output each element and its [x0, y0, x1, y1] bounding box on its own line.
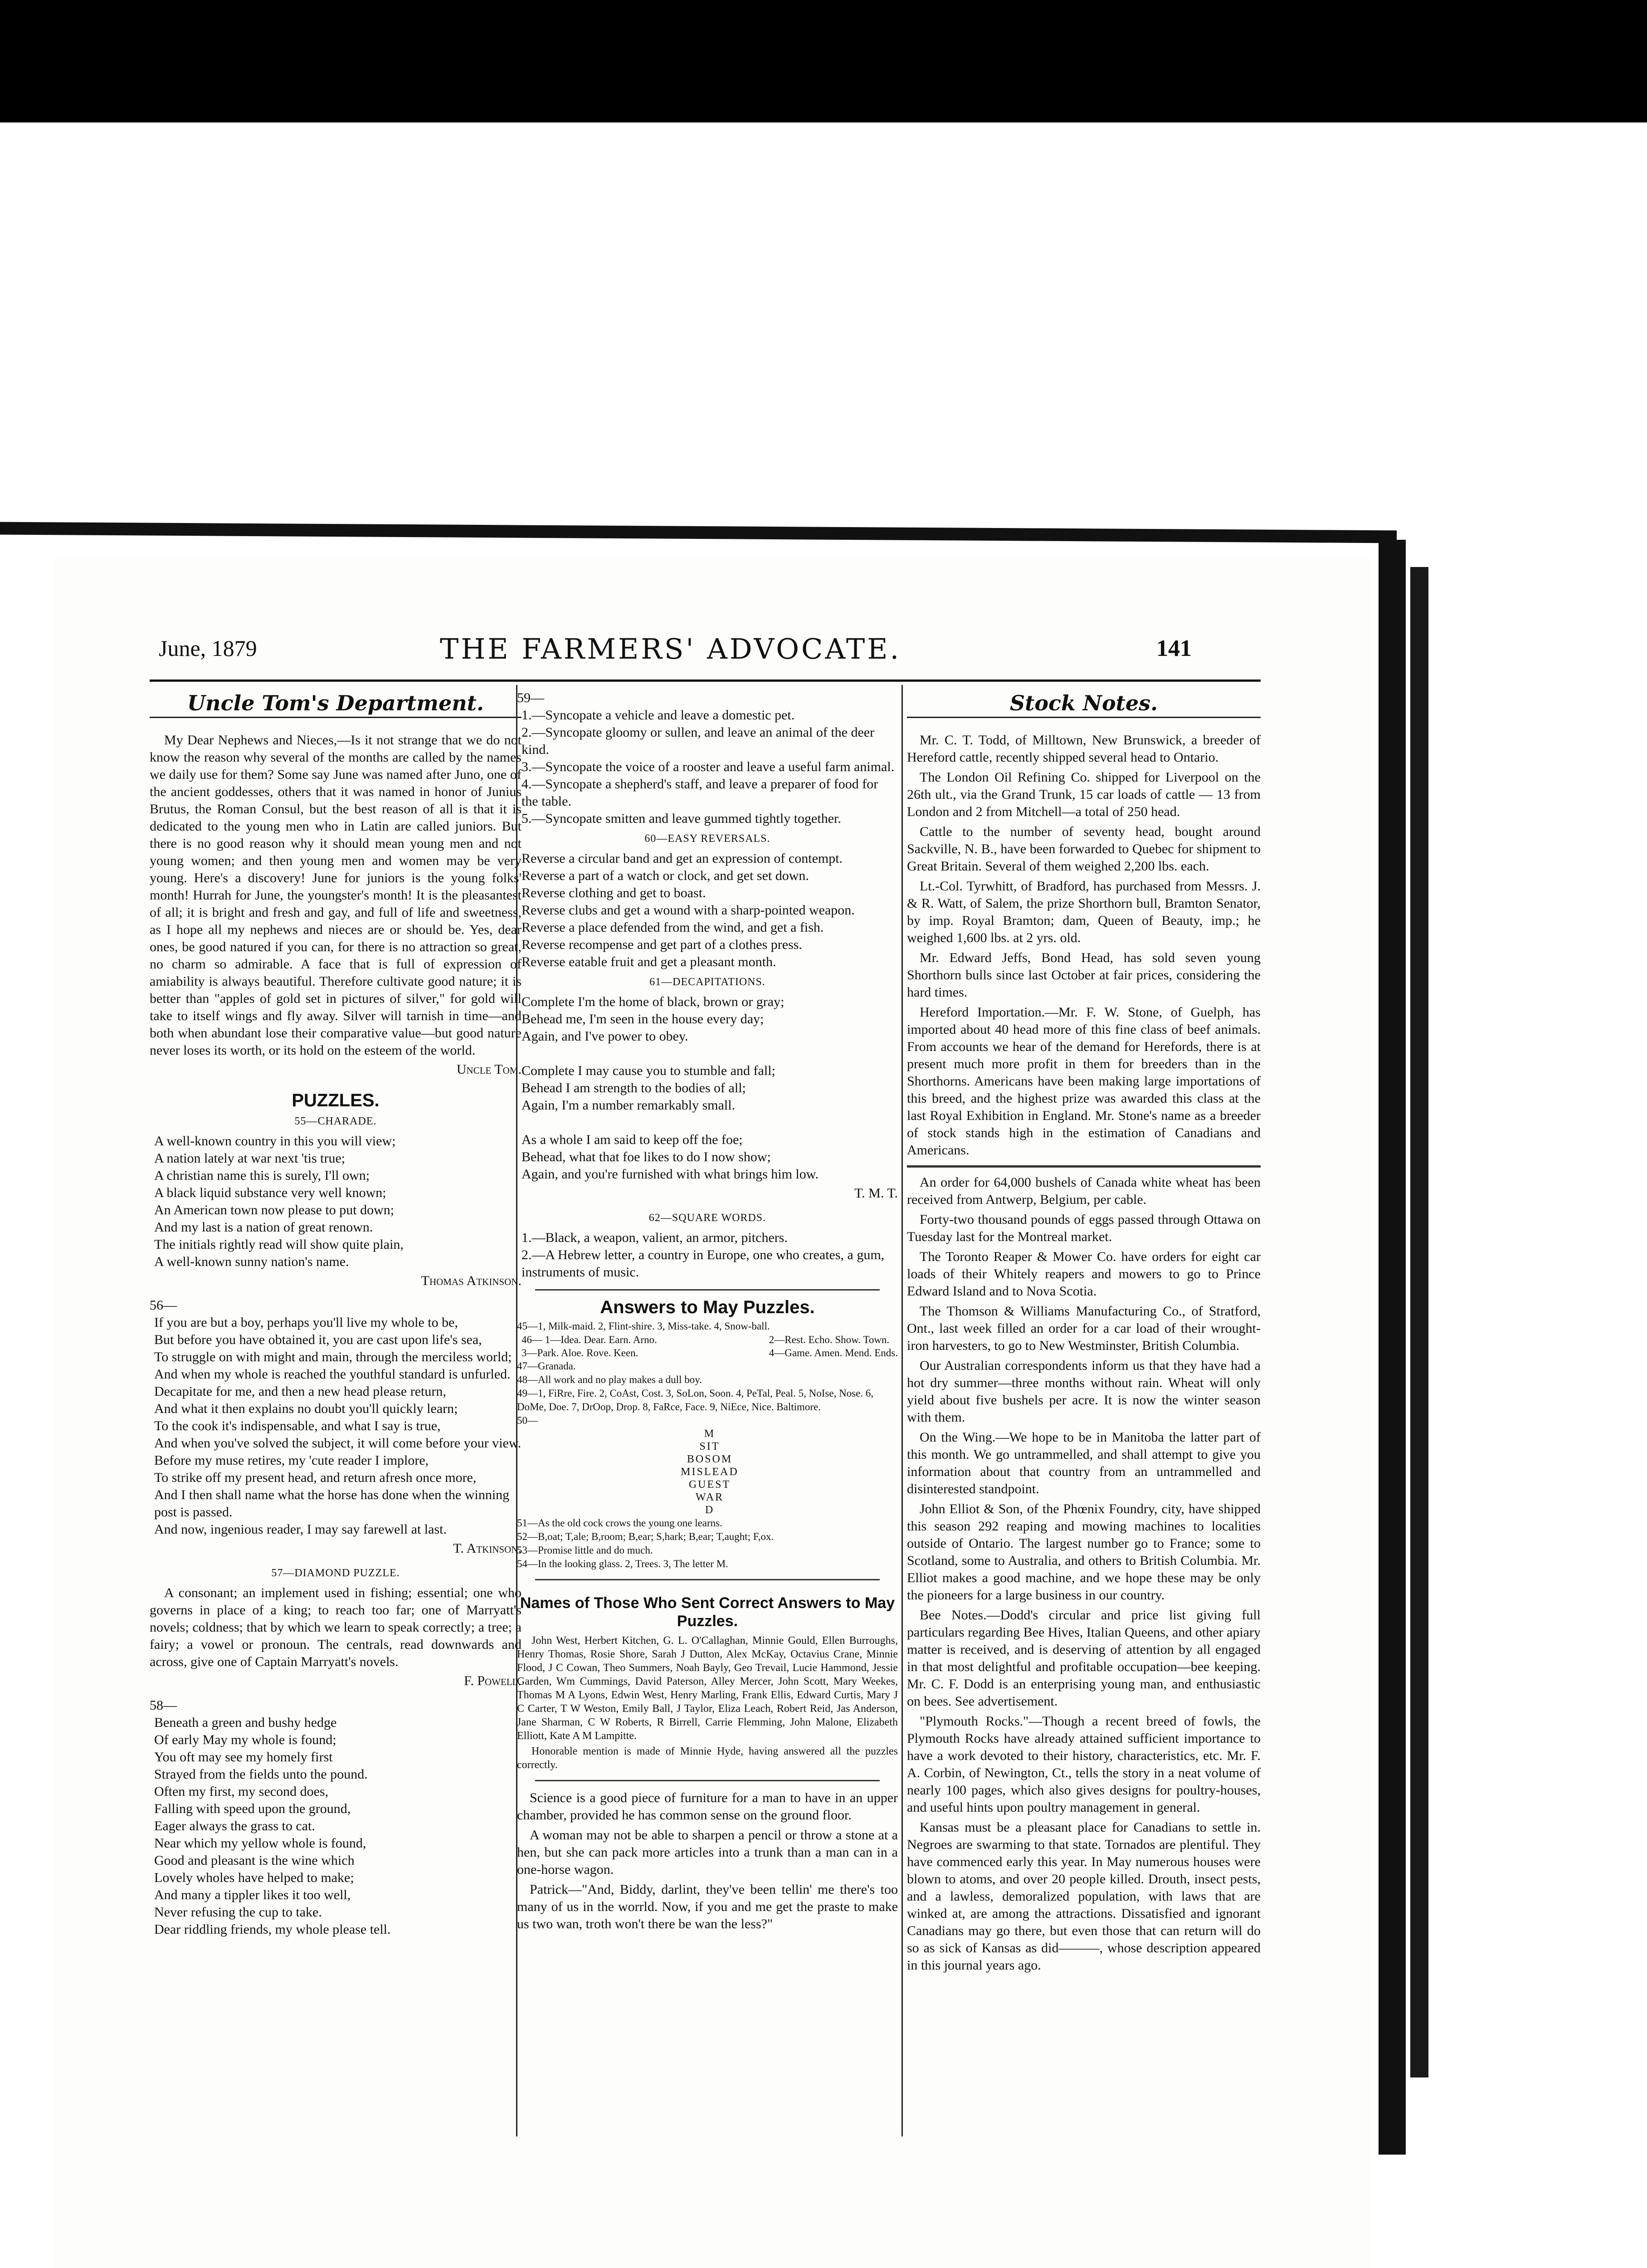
header-rule [150, 679, 1261, 682]
column-uncle-toms-department [150, 689, 521, 1938]
puzzle-62-text: 1.—Black, a weapon, valient, an armor, pitchers. 2.—A Hebrew letter, a country in Europe, one who creates, a gum, instruments of music. [521, 1230, 885, 1280]
page-right-shadow [1379, 540, 1406, 2155]
news-note: Kansas must be a pleasant place for Canadians to settle in. Negroes are swarming to that state. Tornados are plentiful. They have commenced early this year. In May numerous houses were blown to atoms, and over 20 people killed. Drouth, insect pests, and a lawless, demoralized population, with laws that are winked at, are among the attractions. Dissatisfied and ignorant Canadians may go there, but even those that can return will do so as sick of Kansas as did———, whose description appeared in this journal years ago. [907, 1820, 1261, 1973]
puzzle-57-label: 57—DIAMOND PUZZLE. [271, 1567, 400, 1579]
puzzle-60-text: Reverse a circular band and get an expression of contempt. Reverse a part of a watch or clock, and get set down. Reverse clothing and get to boast. Reverse clubs and get a wound with a sharp-pointed weapon. Reverse a place defended from the wind, and get a fish. Reverse recompense and get part of a clothes press. Reverse eatable fruit and get a pleasant month. [521, 851, 855, 969]
divider [535, 1289, 880, 1290]
answer-45: 45—1, Milk-maid. 2, Flint-shire. 3, Miss-take. 4, Snow-ball. [517, 1320, 770, 1332]
answer-50-diamond: M SIT BOSOM MISLEAD GUEST WAR D [681, 1428, 739, 1516]
stock-note: Hereford Importation.—Mr. F. W. Stone, of Guelph, has imported about 40 head more of this fine class of beef animals. From accounts we hear of the demand for Herefords, there is at present much more profit in them for breeders than in the Shorthorns. Americans have been making large importations of this breed, and the highest prize was awarded this class at the last Royal Exhibition in England. Mr. Stone's name as a breeder of stock stands high in the estimation of Canadians and Americans. [907, 1005, 1261, 1158]
names-list: John West, Herbert Kitchen, G. L. O'Callaghan, Minnie Gould, Ellen Burroughs, Henry Thomas, Rosie Shore, Sarah J Dutton, Alex McKay, Octavius Crane, Minnie Flood, J C Cowan, Theo Summers, Noah Bayly, Geo Trevail, Lucie Hammond, Jessie Garden, Wm Cummings, David Paterson, Alley Mercer, John Scott, Mary Weekes, Thomas M A Lyons, Edwin West, Henry Marling, Frank Ellis, Edward Curtis, Mary J C Carter, T W Weston, Emily Ball, J Taylor, Eliza Leach, Robert Reid, Jas Anderson, Jane Sharman, C W Roberts, R Birrell, Carrie Flemming, John Malone, Elizabeth Elliott, Kate A M Lampitte. [517, 1635, 898, 1742]
puzzle-55-author: Thomas Atkinson. [421, 1273, 521, 1288]
puzzle-56-author: T. Atkinson. [453, 1541, 521, 1556]
names-heading: Names of Those Who Sent Correct Answers to May Puzzles. [520, 1594, 895, 1630]
news-note: On the Wing.—We hope to be in Manitoba the latter part of this month. We go untrammelled, and shall attempt to give you information about that country from an untrammelled and disinterested standpoint. [907, 1430, 1261, 1496]
puzzle-56-text: If you are but a boy, perhaps you'll live my whole to be, But before you have obtained it, you are cast upon life's sea, To struggle on with might and main, through the merciless world; And when my whole is reached the youthful standard is unfurled. Decapitate for me, and then a new head please return, And what it then explains no doubt you'll quickly learn; To the cook it's indispensable, and what I say is true, And when you've solved the subject, it will come before your view. Before my muse retires, my 'cute reader I implore, To strike off my present head, and return afresh once more, And I then shall name what the horse has done when the winning post is passed. And now, ingenious reader, I may say farewell at last. [154, 1315, 521, 1537]
puzzle-59-label: 59— [517, 690, 544, 705]
signoff: Uncle Tom. [456, 1062, 521, 1077]
page-number: 141 [1156, 635, 1192, 661]
news-note: The Toronto Reaper & Mower Co. have orders for eight car loads of their Whitely reapers and mowers to go to Prince Edward Island and to Nova Scotia. [907, 1249, 1261, 1299]
column-puzzles-answers [517, 689, 898, 1936]
news-note: Forty-two thousand pounds of eggs passed through Ottawa on Tuesday last for the Montreal market. [907, 1212, 1261, 1244]
news-note: Bee Notes.—Dodd's circular and price list giving full particulars regarding Bee Hives, Italian Queens, and other apiary matter is received, and is deserving of attention by all engaged in that most delightful and profitable occupation—bee keeping. Mr. C. F. Dodd is an enterprising young man, and enthusiastic on bees. See advertisement. [907, 1608, 1261, 1709]
stock-note: Mr. C. T. Todd, of Milltown, New Brunswick, a breeder of Hereford cattle, recently shipped several head to Ontario. [907, 733, 1261, 765]
stock-note: Mr. Edward Jeffs, Bond Head, has sold seven young Shorthorn bulls since last October at fair prices, considering the hard times. [907, 950, 1261, 1000]
answer-47: 47—Granada. [517, 1360, 576, 1372]
divider [535, 1579, 880, 1580]
puzzle-60-label: 60—EASY REVERSALS. [644, 833, 770, 845]
answer-53: 53—Promise little and do much. [517, 1545, 653, 1556]
divider [907, 1165, 1261, 1168]
page-header [159, 632, 1247, 676]
misc-item: A woman may not be able to sharpen a pencil or throw a stone at a hen, but she can pack more articles into a trunk than a man can in a one-horse wagon. [517, 1828, 898, 1877]
puzzle-61-text: Complete I'm the home of black, brown or gray; Behead me, I'm seen in the house every day; Again, and I've power to obey. Complete I may cause you to stumble and fall; Behead I am strength to the bodies of all; Again, I'm a number remarkably small. As a whole I am said to keep off the foe; Behead, what that foe likes to do I now show; Again, and you're furnished with what brings him low. [521, 994, 819, 1182]
stock-note: Cattle to the number of seventy head, bought around Sackville, N. B., have been forwarded to Quebec for shipment to Great Britain. Several of them weighed 2,200 lbs. each. [907, 824, 1261, 874]
masthead-title: THE FARMERS' ADVOCATE. [440, 632, 901, 665]
divider [535, 1780, 880, 1781]
answer-51: 51—As the old cock crows the young one learns. [517, 1517, 722, 1529]
film-border-top [0, 0, 1647, 122]
answer-46-left: 46— 1—Idea. Dear. Earn. Arno. 3—Park. Aloe. Rove. Keen. [521, 1334, 657, 1359]
puzzle-57-text: A consonant; an implement used in fishing; essential; one who governs in place of a king; to reach too far; one of Marryatt's novels; coldness; that by which we learn to speak correctly; a tree; a fairy; a vowel or pronoun. The centrals, read downwards and across, give one of Captain Marryatt's novels. [150, 1585, 521, 1669]
answer-50-label: 50— [517, 1415, 538, 1426]
answers-heading: Answers to May Puzzles. [600, 1297, 815, 1317]
answer-48: 48—All work and no play makes a dull boy. [517, 1374, 702, 1385]
issue-date: June, 1879 [159, 635, 257, 661]
puzzle-61-label: 61—DECAPITATIONS. [649, 976, 765, 988]
stock-note: The London Oil Refining Co. shipped for Liverpool on the 26th ult., via the Grand Trunk, 15 car loads of cattle — 13 from London and 2 from Mitchell—a total of 250 head. [907, 770, 1261, 819]
puzzle-55-text: A well-known country in this you will view; A nation lately at war next 'tis true; A christian name this is surely, I'll own; A black liquid substance very well known; An American town now please to put down; And my last is a nation of great renown. The initials rightly read will show quite plain, A well-known sunny nation's name. [154, 1134, 404, 1269]
names-honorable-mention: Honorable mention is made of Minnie Hyde, having answered all the puzzles correctly. [517, 1745, 898, 1771]
answer-52: 52—B,oat; T,ale; B,room; B,ear; S,hark; B,ear; T,aught; F,ox. [517, 1531, 774, 1542]
answer-49: 49—1, FiRre, Fire. 2, CoAst, Cost. 3, SoLon, Soon. 4, PeTal, Peal. 5, NoIse, Nose. 6, DoMe, Doe. 7, DrOop, Drop. 8, FaRce, Face. 9, NiEce, Nice. Baltimore. [517, 1388, 874, 1413]
answer-46 [517, 1333, 898, 1359]
answer-46-right: 2—Rest. Echo. Show. Town. 4—Game. Amen. Mend. Ends. [769, 1334, 898, 1359]
news-note: "Plymouth Rocks."—Though a recent breed of fowls, the Plymouth Rocks have already attained sufficient importance to have a work devoted to their history, characteristics, etc. Mr. F. A. Corbin, of Newington, Ct., tells the story in a neat volume of nearly 100 pages, which also gives designs for poultry-houses, and useful hints upon poultry management in general. [907, 1714, 1261, 1815]
column-stock-notes [907, 689, 1261, 1977]
news-note: An order for 64,000 bushels of Canada white wheat has been received from Antwerp, Belgium, per cable. [907, 1175, 1261, 1207]
puzzle-62-label: 62—SQUARE WORDS. [648, 1212, 766, 1224]
intro-letter: My Dear Nephews and Nieces,—Is it not strange that we do not know the reason why several of the months are called by the names we daily use for them? Some say June was named after Juno, one of the ancient goddesses, others that it was named in honor of Junius Brutus, the Roman Consul, but the best reason of all is that it is dedicated to the young men who in Latin are called juniors. But there is no good reason why it should mean young men and not young women; and then young men and women may be very young. Here's a discovery! June for juniors is the young folks' month! Hurrah for June, the youngster's month! It is the pleasantest of all; it is bright and fresh and gay, and full of life and sweetness, as I hope all my nephews and nieces are or should be. Yes, dear ones, be good natured if you can, for there is no attraction so great, no charm so admirable. A face that is full of expression of amiability is always beautiful. Therefore cultivate good nature; it is better than "apples of gold set in pictures of silver," for gold will take to itself wings and fly away. Silver will tarnish in time—and both when abundant lose their comparative value—but good nature never loses its worth, or its hold on the esteem of the world. [150, 733, 521, 1058]
news-note: John Elliot & Son, of the Phœnix Foundry, city, have shipped this season 292 reaping and mowing machines to localities outside of Ontario. The largest number go to France; some to Scotland, some to Australia, and others to British Columbia. Mr. Elliot makes a good machine, and we hope these may be only the pioneers for a large business in our country. [907, 1501, 1261, 1603]
page-right-shadow-inner [1410, 567, 1428, 2077]
puzzle-61-author: T. M. T. [854, 1186, 898, 1201]
puzzle-55-label: 55—CHARADE. [294, 1115, 377, 1127]
stock-note: Lt.-Col. Tyrwhitt, of Bradford, has purchased from Messrs. J. & R. Watt, of Salem, the prize Shorthorn bull, Bramton Senator, by imp. Royal Bramton; dam, Queen of Beauty, imp.; he weighed 1,600 lbs. at 2 yrs. old. [907, 879, 1261, 945]
news-note: Our Australian correspondents inform us that they have had a hot dry summer—three months without rain. Wheat will only yield about five bushels per acre. It is now the winter season with them. [907, 1358, 1261, 1425]
misc-item: Patrick—"And, Biddy, darlint, they've been tellin' me there's too many of us in the worrld. Now, if you and me get the praste to make us two wan, troth won't there be wan the less?" [517, 1882, 898, 1931]
section-heading: Stock Notes. [907, 689, 1261, 718]
answer-54: 54—In the looking glass. 2, Trees. 3, The letter M. [517, 1558, 728, 1569]
puzzle-59-text: 1.—Syncopate a vehicle and leave a domestic pet. 2.—Syncopate gloomy or sullen, and leave an animal of the deer kind. 3.—Syncopate the voice of a rooster and leave a useful farm animal. 4.—Syncopate a shepherd's staff, and leave a preparer of food for the table. 5.—Syncopate smitten and leave gummed tightly together. [521, 708, 895, 826]
puzzle-57-author: F. Powell. [464, 1673, 521, 1688]
column-rule-2 [901, 685, 903, 2136]
puzzle-58-text: Beneath a green and bushy hedge Of early May my whole is found; You oft may see my homely first Strayed from the fields unto the pound. Often my first, my second does, Falling with speed upon the ground, Eager always the grass to cat. Near which my yellow whole is found, Good and pleasant is the wine which Lovely wholes have helped to make; And many a tippler likes it too well, Never refusing the cup to take. Dear riddling friends, my whole please tell. [154, 1715, 391, 1937]
puzzles-heading: PUZZLES. [292, 1090, 380, 1110]
puzzle-56-label: 56— [150, 1298, 177, 1313]
news-note: The Thomson & Williams Manufacturing Co., of Stratford, Ont., last week filled an order for a car load of their wrought-iron harvesters, to go to New Westminster, British Columbia. [907, 1304, 1261, 1353]
section-heading: Uncle Tom's Department. [150, 689, 521, 718]
misc-item: Science is a good piece of furniture for a man to have in an upper chamber, provided he has common sense on the ground floor. [517, 1790, 898, 1823]
puzzle-58-label: 58— [150, 1698, 177, 1713]
